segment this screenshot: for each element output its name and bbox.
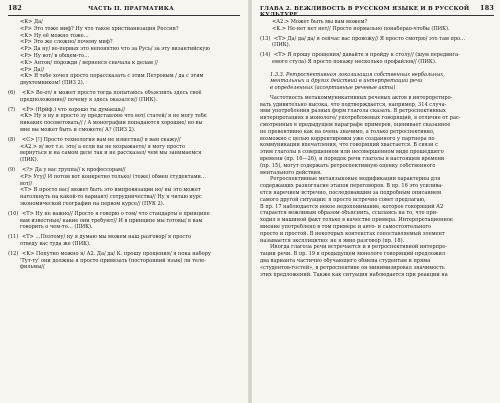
text-line: В пр. 17 наблюдается некое недопонимание, которое говорящий А2 <box>260 203 444 210</box>
text-line: <Т> Я просто вас/ может быть это импровизации но/ вы это может <box>20 187 201 194</box>
example-line <box>8 211 240 218</box>
left-page <box>0 0 246 403</box>
example-number: (10) <box>8 210 19 217</box>
text-line: ями употребления разных форм глагола сказать. В ретроспективных <box>260 108 446 115</box>
text-line: коммуникации впечатления, что говорящий хвастается. В связи с <box>260 142 438 149</box>
running-head-title: ЧАСТЬ II. ПРАГМАТИКА <box>88 6 174 12</box>
text-line: вот// <box>20 180 33 187</box>
section-heading-line: 1.3.3. Ретроспективная локализация собственных вербальных, <box>270 71 445 78</box>
text-line: двухтомником! (ПИЗ 2). <box>20 80 85 87</box>
text-line: предположение// почему я здесь оказался// (ПИК). <box>20 96 158 103</box>
text-line: 'Тут-ту' они должны я просто привязать (посторонний язык) ли теле- <box>20 257 206 264</box>
section-heading <box>260 72 494 92</box>
text-line: два варианта частично обучающего обмена студентам и пряма <box>260 258 431 265</box>
right-examples <box>260 19 494 72</box>
text-line: <Р> Да// <box>20 66 44 73</box>
text-line: мне вы может быть и сможете/ А? (ПИЗ 2). <box>20 126 136 133</box>
text-line: называется эксплицитно: не я явно разговор (пр. 18). <box>260 237 405 244</box>
example-text: <К> Во-от/ я может просто тогда попытаюсь объяснить здесь своё <box>22 89 202 96</box>
example-text: <Т> …Поэтому/ ну я думаю мы можем наш разговор/ я просто <box>22 234 192 241</box>
text-line: интерпретациях в монологе/ употребляемых говорящий, в отличие от рас- <box>260 115 461 122</box>
text-line: говорить о чем-то… (ПИК). <box>20 224 93 231</box>
text-line: Иногда глагола речи встречается и в ретроспективной интерпре- <box>270 244 447 251</box>
left-text-body <box>8 19 240 271</box>
text-line: мнение употреблено в том примере и авто- и самостоятельного <box>260 224 432 231</box>
text-line: (пр. 15), могут содержать ретроспективную оценку собственного <box>260 162 436 169</box>
text-line: ментального действия. <box>260 169 322 176</box>
text-line: этих предложений. Также как ситуация наблюдается при реакции на <box>260 271 448 278</box>
text-line: смотренных в предыдущем параграфе примеров, оценивает сказанное <box>260 122 451 129</box>
text-line: Частотность метакоммуникативных речевых актов в интерпретиро- <box>270 94 453 101</box>
text-line: вам известные/ какие они требуют// И в принципе мы готовы/ в вам <box>20 217 203 224</box>
text-line: <Р> Это тоже миф? Ну что такое христианизация России? <box>20 25 179 32</box>
book-gutter <box>248 0 252 403</box>
text-line: времени (пр. 16—26), и порядок речи глаголы в настоящем времени <box>260 156 445 163</box>
example-number: (9) <box>8 166 16 173</box>
right-text-body <box>260 95 494 279</box>
text-line: самого другой ситуации: я просто встречно совет предлагаю, <box>260 196 426 203</box>
example-text: <С> [!] Просто технология вам не известна// в вам скажу// <box>22 136 181 143</box>
text-line: вернуться и на самом деле так и не рассказал/ чем мы занимаемся <box>20 150 202 157</box>
text-line: <К.> Не-нет нет нет// Просто нормально понаберао-чтобы (ПИК). <box>272 25 450 32</box>
example-text: <Т> Да/ да/ да/ я сейчас вас провожу// Я просто смотрю/ это там про… <box>274 35 466 42</box>
text-line: (ПИК). <box>272 42 291 49</box>
text-line: экономической географии на первом курсе// (ПУК 2). <box>20 200 165 207</box>
example-line <box>8 251 240 258</box>
example-line <box>8 107 240 114</box>
text-line: <А2.> я/ вот т.е. это/ а если вы не возражаете/ я могу просто <box>20 143 185 150</box>
text-line: фильмы// <box>20 264 45 271</box>
text-line: никаких посоветовать// / А монографии попадаются хорошие/ но вы <box>20 120 203 127</box>
text-line: <К> Ну я ну я просто зу представляю что вот/ статей/ я не могу тебе <box>20 113 207 120</box>
example-text: <Т> Ну не важно// Просто я говорю о том/ что стандарты в принципе <box>22 210 210 217</box>
running-header <box>260 4 494 16</box>
example-line <box>8 137 240 144</box>
example-line <box>8 167 240 174</box>
example-text: <Р> (Нрйф.) что хорошо ты думаешь// <box>22 106 126 113</box>
example-text: <К> Попутно можно я/ А2. Да/ да/ К. прошу прощения/ я пока набору <box>22 250 211 257</box>
running-header <box>8 4 240 16</box>
text-line: натолкнуть на какой-то вариант/ сотрудничества// Ну я читаю курс <box>20 194 202 201</box>
text-line: вать удивительно высока, что подтверждается, например, 314 случа- <box>260 101 447 108</box>
text-line: Ретроспективные метаязыковые модификации характерны для <box>270 176 441 183</box>
text-line: старается вежливым образом объяснить, ссылаясь на то, что при- <box>260 210 438 217</box>
example-number: (11) <box>8 234 19 241</box>
example-number: (7) <box>8 106 16 113</box>
example-line <box>260 52 494 59</box>
section-heading-line: в определенных (ассертивные речевые акты) <box>270 85 396 92</box>
text-line: (ПИК). <box>20 157 39 164</box>
example-number: (6) <box>8 89 16 96</box>
section-heading-line: ментальных и других действий в интерпретации речи <box>270 78 423 85</box>
text-line: <Р> Угу// И потом вот конкретно только/ (тоже) обмен студентами… <box>20 173 206 180</box>
text-line: ется наречием встречно, последовавшим за подробным описанием <box>260 190 442 197</box>
text-line: содержащих разногласие этапов переговоров. В пр. 16 это усилива- <box>260 183 443 190</box>
text-line: <К> Да/ <box>20 19 43 25</box>
example-text: <Т> Я прошу прощения/ давайте я пройду к столу// (шум передвига- <box>274 52 460 59</box>
text-line: емого стула) Я просто покажу несколько профайлов// (ПИК). <box>272 58 437 65</box>
text-line: <А2.> Может быть мы вам можем? <box>272 19 368 25</box>
text-line: <К> Антон/ подожди / верненся сначала к делам // <box>20 59 158 66</box>
text-line: «студентов-гостей», в ретроспективе он минимизировал значимость <box>260 264 445 271</box>
example-line <box>8 234 240 241</box>
text-line: возможно с целью корректировки уже созданного у партнера по <box>260 135 435 142</box>
right-page <box>254 0 500 403</box>
text-line: не превентивно как на очень значимо, а только ретроспективно, <box>260 128 435 135</box>
text-line: этим глаголы в совершенном или несовершенном виде прошедшего <box>260 149 444 156</box>
example-number: (8) <box>8 136 16 143</box>
text-line: <Р> Да ну/ во-первых это непонятно что за Русь/ за эту византийскую <box>20 46 210 53</box>
text-line: просто и простой. В некоторых контекстах сопоставляемый элемент <box>260 230 445 237</box>
example-line <box>8 90 240 97</box>
text-line: отведу вас туда же (ПИК). <box>20 240 91 247</box>
text-line: <Р> Это же сложно/ почему миф? <box>20 39 113 46</box>
page-number: 182 <box>8 4 22 12</box>
text-line: <Р> Ну вот/ в общем-то… <box>20 52 90 59</box>
text-line: <К> Ну её можно тоже… <box>20 32 89 39</box>
running-head-title: ГЛАВА 2. ВЕЖЛИВОСТЬ В РУССКОМ ЯЗЫКЕ И В РУССКОЙ КУЛЬТУРЕ <box>260 6 470 18</box>
example-text: <?> Да у вас группа// к профессорам// <box>22 166 126 173</box>
text-line: тации речи. В пр. 19 в предыдущем монологе говорящий предложил <box>260 251 446 258</box>
text-line: <К> Я тебе хочел просто порассказать с этим Петровым / да с этим <box>20 73 204 80</box>
page-number: 183 <box>480 4 494 12</box>
example-number: (13) <box>260 35 271 42</box>
example-number: (12) <box>8 250 19 257</box>
text-line: ходил в машиной факт только в качестве примера. Интерпретационное <box>260 217 453 224</box>
example-number: (14) <box>260 52 271 59</box>
example-line <box>260 36 494 43</box>
